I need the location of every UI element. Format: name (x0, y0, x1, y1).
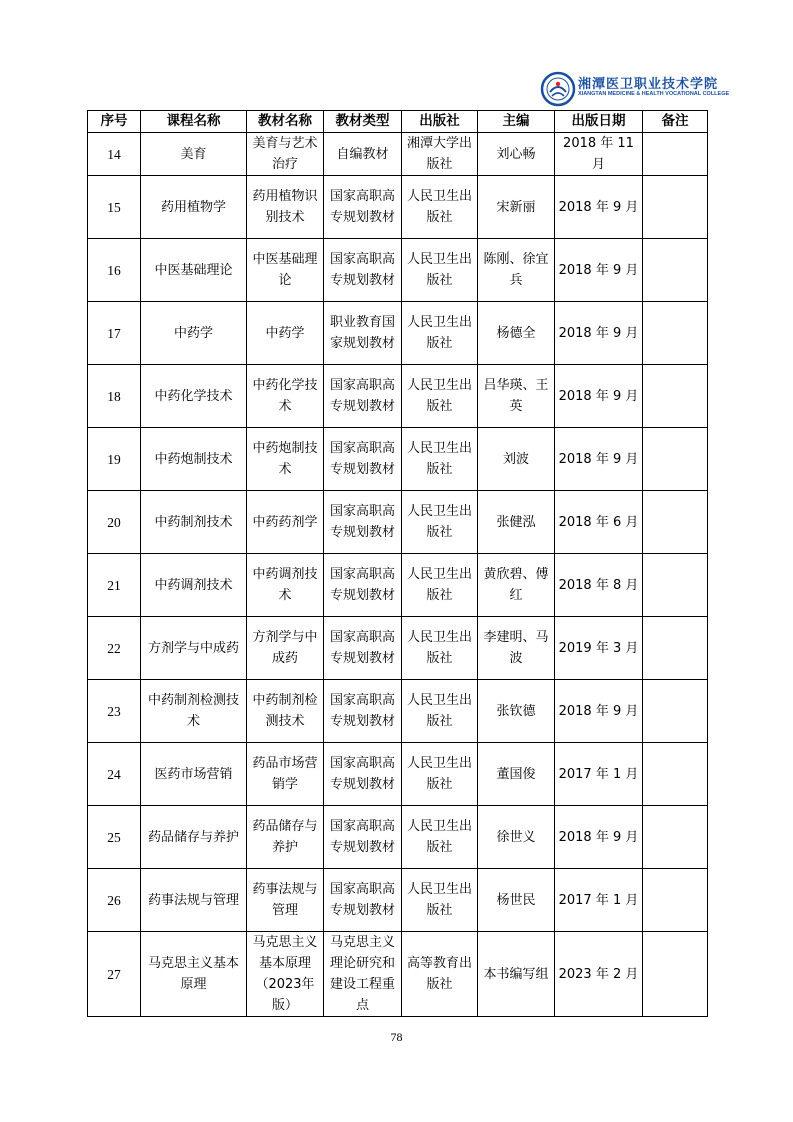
table-row (88, 428, 708, 491)
cell-date: 2018 年 9 月 (555, 365, 643, 428)
cell-book: 方剂学与中成药 (247, 617, 324, 680)
cell-editor: 张健泓 (478, 491, 555, 554)
cell-note (643, 428, 708, 491)
cell-note (643, 365, 708, 428)
cell-type: 国家高职高专规划教材 (324, 176, 402, 239)
cell-no: 27 (88, 932, 141, 1017)
table-row (88, 617, 708, 680)
cell-book: 美育与艺术治疗 (247, 133, 324, 176)
cell-course: 中药化学技术 (141, 365, 247, 428)
header-publisher: 出版社 (402, 111, 478, 133)
cell-date: 2018 年 11 月 (555, 133, 643, 176)
cell-publisher: 高等教育出版社 (402, 932, 478, 1017)
cell-no: 19 (88, 428, 141, 491)
cell-note (643, 302, 708, 365)
cell-publisher: 人民卫生出版社 (402, 554, 478, 617)
cell-type: 国家高职高专规划教材 (324, 365, 402, 428)
cell-book: 中药调剂技术 (247, 554, 324, 617)
cell-date: 2018 年 9 月 (555, 806, 643, 869)
cell-editor: 李建明、马波 (478, 617, 555, 680)
cell-publisher: 人民卫生出版社 (402, 806, 478, 869)
header-book: 教材名称 (247, 111, 324, 133)
cell-book: 药事法规与管理 (247, 869, 324, 932)
cell-publisher: 人民卫生出版社 (402, 869, 478, 932)
cell-editor: 刘心畅 (478, 133, 555, 176)
cell-date: 2023 年 2 月 (555, 932, 643, 1017)
cell-no: 20 (88, 491, 141, 554)
cell-publisher: 人民卫生出版社 (402, 680, 478, 743)
cell-book: 中药化学技术 (247, 365, 324, 428)
cell-course: 中药制剂检测技术 (141, 680, 247, 743)
cell-note (643, 869, 708, 932)
cell-type: 国家高职高专规划教材 (324, 239, 402, 302)
cell-note (643, 554, 708, 617)
cell-date: 2018 年 9 月 (555, 176, 643, 239)
cell-book: 中药学 (247, 302, 324, 365)
cell-date: 2018 年 9 月 (555, 239, 643, 302)
cell-publisher: 湘潭大学出版社 (402, 133, 478, 176)
cell-course: 中药制剂技术 (141, 491, 247, 554)
cell-editor: 本书编写组 (478, 932, 555, 1017)
cell-publisher: 人民卫生出版社 (402, 491, 478, 554)
cell-publisher: 人民卫生出版社 (402, 239, 478, 302)
cell-note (643, 680, 708, 743)
cell-publisher: 人民卫生出版社 (402, 428, 478, 491)
table-row (88, 932, 708, 1017)
header-type: 教材类型 (324, 111, 402, 133)
table-row (88, 680, 708, 743)
cell-type: 国家高职高专规划教材 (324, 869, 402, 932)
cell-note (643, 491, 708, 554)
cell-type: 国家高职高专规划教材 (324, 680, 402, 743)
cell-book: 药品储存与养护 (247, 806, 324, 869)
header-course: 课程名称 (141, 111, 247, 133)
cell-type: 国家高职高专规划教材 (324, 491, 402, 554)
header-date: 出版日期 (555, 111, 643, 133)
header-note: 备注 (643, 111, 708, 133)
table-row (88, 554, 708, 617)
table-row (88, 806, 708, 869)
cell-no: 22 (88, 617, 141, 680)
cell-date: 2018 年 9 月 (555, 680, 643, 743)
cell-type: 职业教育国家规划教材 (324, 302, 402, 365)
school-name-en: XIANGTAN MEDICINE & HEALTH VOCATIONAL COLLEGE (578, 91, 730, 97)
cell-editor: 吕华瑛、王英 (478, 365, 555, 428)
cell-type: 国家高职高专规划教材 (324, 554, 402, 617)
cell-book: 药品市场营销学 (247, 743, 324, 806)
cell-book: 中医基础理论 (247, 239, 324, 302)
cell-date: 2019 年 3 月 (555, 617, 643, 680)
cell-note (643, 743, 708, 806)
cell-note (643, 239, 708, 302)
cell-course: 中药调剂技术 (141, 554, 247, 617)
cell-editor: 陈刚、徐宜兵 (478, 239, 555, 302)
table-row (88, 133, 708, 176)
cell-type: 国家高职高专规划教材 (324, 617, 402, 680)
cell-no: 14 (88, 133, 141, 176)
cell-type: 国家高职高专规划教材 (324, 743, 402, 806)
school-name-cn: 湘潭医卫职业技术学院 (578, 77, 719, 92)
cell-date: 2018 年 8 月 (555, 554, 643, 617)
cell-type: 国家高职高专规划教材 (324, 806, 402, 869)
header-no: 序号 (88, 111, 141, 133)
table-row (88, 365, 708, 428)
cell-course: 马克思主义基本原理 (141, 932, 247, 1017)
cell-date: 2017 年 1 月 (555, 743, 643, 806)
cell-no: 25 (88, 806, 141, 869)
cell-no: 17 (88, 302, 141, 365)
cell-note (643, 932, 708, 1017)
cell-editor: 黄欣碧、傅红 (478, 554, 555, 617)
table-row (88, 302, 708, 365)
cell-editor: 杨德全 (478, 302, 555, 365)
cell-editor: 董国俊 (478, 743, 555, 806)
cell-date: 2018 年 9 月 (555, 428, 643, 491)
cell-course: 药事法规与管理 (141, 869, 247, 932)
cell-no: 23 (88, 680, 141, 743)
cell-course: 医药市场营销 (141, 743, 247, 806)
cell-note (643, 617, 708, 680)
cell-course: 中药炮制技术 (141, 428, 247, 491)
cell-editor: 杨世民 (478, 869, 555, 932)
cell-no: 24 (88, 743, 141, 806)
cell-note (643, 133, 708, 176)
textbook-table (87, 110, 708, 1017)
cell-editor: 徐世义 (478, 806, 555, 869)
cell-no: 16 (88, 239, 141, 302)
cell-note (643, 806, 708, 869)
cell-editor: 刘波 (478, 428, 555, 491)
cell-course: 中医基础理论 (141, 239, 247, 302)
cell-publisher: 人民卫生出版社 (402, 302, 478, 365)
table-row (88, 176, 708, 239)
cell-book: 马克思主义基本原理（2023年版） (247, 932, 324, 1017)
cell-course: 药用植物学 (141, 176, 247, 239)
table-row (88, 743, 708, 806)
cell-publisher: 人民卫生出版社 (402, 176, 478, 239)
cell-date: 2018 年 6 月 (555, 491, 643, 554)
cell-publisher: 人民卫生出版社 (402, 365, 478, 428)
cell-book: 药用植物识别技术 (247, 176, 324, 239)
table-row (88, 869, 708, 932)
cell-book: 中药炮制技术 (247, 428, 324, 491)
cell-no: 21 (88, 554, 141, 617)
cell-course: 方剂学与中成药 (141, 617, 247, 680)
cell-editor: 张钦德 (478, 680, 555, 743)
table-row (88, 239, 708, 302)
cell-publisher: 人民卫生出版社 (402, 743, 478, 806)
page-number: 78 (390, 1030, 403, 1044)
cell-date: 2018 年 9 月 (555, 302, 643, 365)
cell-book: 中药药剂学 (247, 491, 324, 554)
cell-no: 15 (88, 176, 141, 239)
cell-book: 中药制剂检测技术 (247, 680, 324, 743)
cell-type: 国家高职高专规划教材 (324, 428, 402, 491)
table-header-row (88, 111, 708, 133)
cell-no: 26 (88, 869, 141, 932)
cell-type: 马克思主义理论研究和建设工程重点 (324, 932, 402, 1017)
cell-date: 2017 年 1 月 (555, 869, 643, 932)
cell-type: 自编教材 (324, 133, 402, 176)
cell-publisher: 人民卫生出版社 (402, 617, 478, 680)
table-row (88, 491, 708, 554)
cell-editor: 宋新丽 (478, 176, 555, 239)
cell-no: 18 (88, 365, 141, 428)
cell-course: 美育 (141, 133, 247, 176)
cell-course: 中药学 (141, 302, 247, 365)
cell-course: 药品储存与养护 (141, 806, 247, 869)
cell-note (643, 176, 708, 239)
header-editor: 主编 (478, 111, 555, 133)
